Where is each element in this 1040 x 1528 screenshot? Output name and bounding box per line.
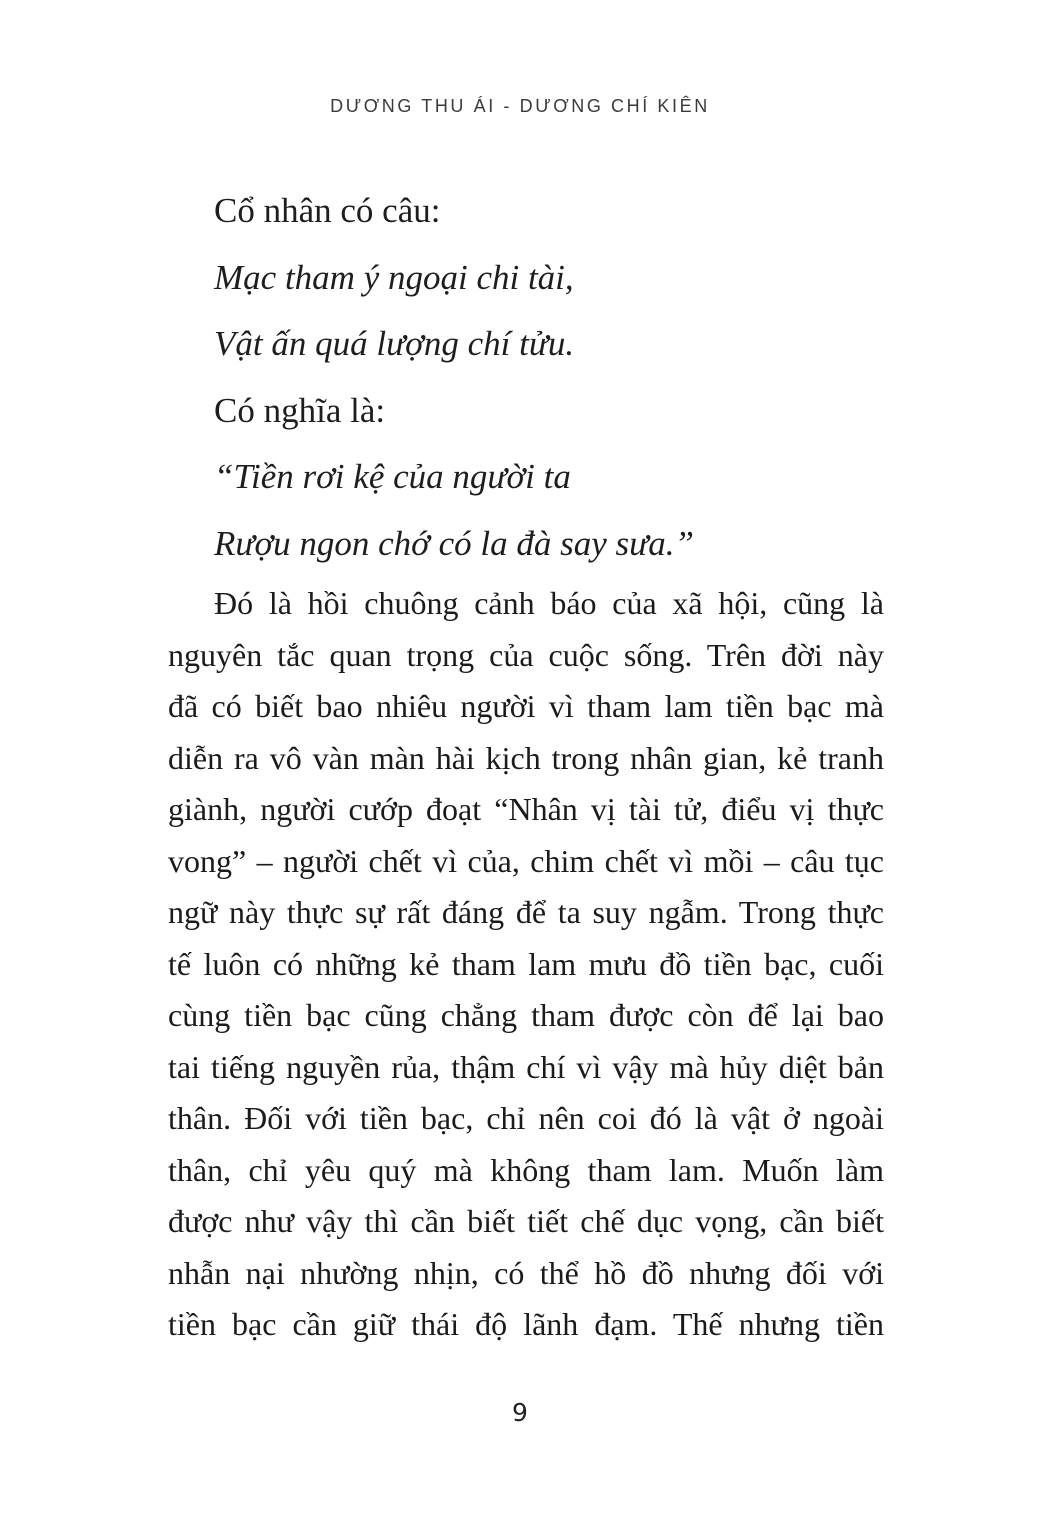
page-number: 9 [512, 1398, 528, 1427]
paragraph-line: tai tiếng nguyền rủa, thậm chí vì vậy mà hủy diệt bản [168, 1048, 884, 1085]
quote-section [168, 178, 884, 577]
paragraph-line: diễn ra vô vàn màn hài kịch trong nhân gian, kẻ tranh [168, 739, 884, 776]
poem-line: Vật ấn quá lượng chí tửu. [214, 324, 575, 363]
translation-line: Rượu ngon chớ có la đà say sưa.” [214, 523, 694, 563]
paragraph-line: nhẫn nại nhường nhịn, có thể hồ đồ nhưng đối với [168, 1254, 884, 1291]
paragraph-line: thân. Đối với tiền bạc, chỉ nên coi đó là vật ở ngoài [168, 1100, 884, 1136]
paragraph-line: giành, người cướp đoạt “Nhân vị tài tử, điểu vị thực [168, 791, 884, 827]
paragraph-line: vong” – người chết vì của, chim chết vì mồi – câu tục [168, 842, 884, 879]
paragraph-line: nguyên tắc quan trọng của cuộc sống. Trên đời này [168, 636, 884, 673]
paragraph-line: Đó là hồi chuông cảnh báo của xã hội, cũng là [214, 585, 884, 621]
paragraph-line: được như vậy thì cần biết tiết chế dục vọng, cần biết [168, 1203, 884, 1239]
paragraph-line: đã có biết bao nhiêu người vì tham lam tiền bạc mà [168, 688, 884, 724]
poem-line: Mạc tham ý ngoại chi tài, [214, 257, 574, 297]
intro-line: Cổ nhân có câu: [214, 191, 441, 230]
translation-line: “Tiền rơi kệ của người ta [214, 457, 571, 496]
paragraph-line: thân, chỉ yêu quý mà không tham lam. Muốn làm [168, 1151, 884, 1188]
paragraph-line: tế luôn có những kẻ tham lam mưu đồ tiền bạc, cuối [168, 945, 884, 982]
paragraph-line: cùng tiền bạc cũng chẳng tham được còn để lại bao [168, 997, 884, 1033]
paragraph-line: ngữ này thực sự rất đáng để ta suy ngẫm. Trong thực [168, 894, 884, 930]
paragraph-line: tiền bạc cần giữ thái độ lãnh đạm. Thế nhưng tiền [168, 1306, 884, 1342]
running-header: DƯƠNG THU ÁI - DƯƠNG CHÍ KIÊN [330, 96, 710, 116]
meaning-line: Có nghĩa là: [214, 390, 386, 430]
body-paragraph [168, 578, 884, 1351]
